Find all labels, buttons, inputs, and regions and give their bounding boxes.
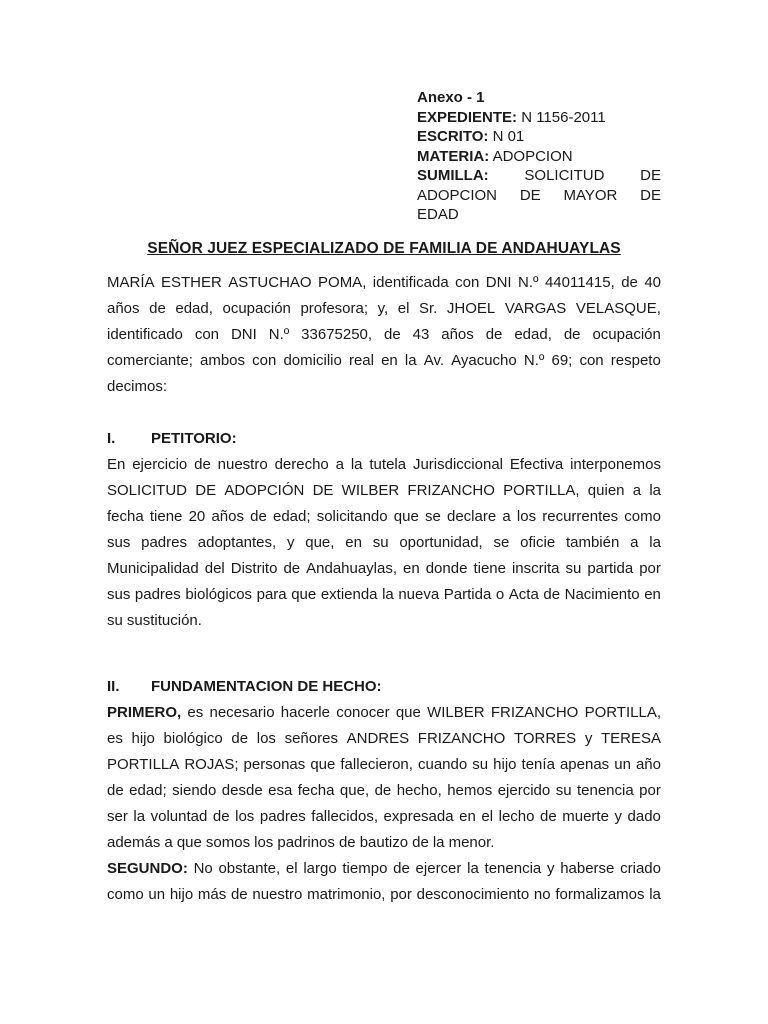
word: TORRES <box>513 730 577 747</box>
word: DNI <box>230 326 257 343</box>
word: FRIZANCHO <box>407 482 495 499</box>
word: de <box>338 834 356 851</box>
section-title: FUNDAMENTACION DE HECHO: <box>151 678 382 695</box>
word: a <box>502 508 511 525</box>
materia-row <box>417 147 661 167</box>
word: tiempo <box>342 860 388 877</box>
word: del <box>204 560 225 577</box>
word: ejercer <box>415 860 462 877</box>
word: 43 <box>412 326 430 343</box>
word: En <box>107 456 126 473</box>
word: el <box>481 808 494 825</box>
expediente-label: EXPEDIENTE: <box>417 108 518 126</box>
document-title: SEÑOR JUEZ ESPECIALIZADO DE FAMILIA DE ANDAHUAYLAS <box>147 240 621 257</box>
word: DE <box>195 482 217 499</box>
word: de <box>621 274 638 291</box>
word: ejercido <box>497 782 551 799</box>
primero-line <box>107 778 661 804</box>
word: la <box>133 808 146 825</box>
word: y, <box>377 300 389 317</box>
word: partida <box>587 560 634 577</box>
word: 44011415, <box>544 274 615 291</box>
word: a <box>164 834 173 851</box>
word: No <box>193 860 213 877</box>
word: 69; <box>551 352 573 369</box>
word: VARGAS <box>504 300 567 317</box>
word: con <box>579 352 604 369</box>
intro-line <box>107 322 661 348</box>
word: sustitución. <box>126 612 202 629</box>
word: para <box>256 586 287 603</box>
intro-line <box>107 374 661 400</box>
word: años <box>211 508 244 525</box>
word: voluntad <box>150 808 208 825</box>
word: PORTILLA, <box>584 704 661 721</box>
word: real <box>348 352 374 369</box>
word: de <box>563 326 581 343</box>
word: edad, <box>514 326 552 343</box>
word: más <box>197 886 227 903</box>
expediente-value: N 1156-2011 <box>521 108 606 126</box>
word: lecho <box>498 808 535 825</box>
word: se <box>424 508 441 525</box>
word: la <box>649 482 661 499</box>
word: los <box>516 508 537 525</box>
word: sus <box>107 586 131 603</box>
word: en <box>644 586 661 603</box>
word: oportunidad, <box>399 534 483 551</box>
word: WILBER <box>427 704 485 721</box>
word: matrimonio, <box>307 886 386 903</box>
word: desde <box>221 782 263 799</box>
word: N.º <box>268 326 290 343</box>
word: FRIZANCHO <box>417 730 506 747</box>
materia-label: MATERIA: <box>417 147 490 165</box>
petitorio-line <box>107 556 661 582</box>
word: con <box>194 326 220 343</box>
word: y <box>546 860 555 877</box>
word: 40 <box>644 274 661 291</box>
word: quien <box>587 482 625 499</box>
word: ocupación <box>592 326 661 343</box>
word: la <box>350 456 363 473</box>
word: los <box>254 834 274 851</box>
word: Acta <box>508 586 539 603</box>
word: SOLICITUD <box>107 482 188 499</box>
intro-line <box>107 270 661 296</box>
word: de <box>540 808 557 825</box>
word: formalizamos <box>555 886 645 903</box>
word: criado <box>620 860 661 877</box>
word: ROJAS; <box>184 756 239 773</box>
word: o <box>495 586 505 603</box>
sumilla-word: ADOPCION <box>417 186 498 204</box>
word: ANDRES <box>346 730 410 747</box>
word: Jurisdiccional <box>412 456 503 473</box>
word: esa <box>268 782 293 799</box>
word: en <box>345 534 362 551</box>
sumilla-row-2 <box>417 186 661 206</box>
word: su <box>555 782 572 799</box>
petitorio-line <box>107 452 661 478</box>
word: oficie <box>520 534 556 551</box>
word: nueva <box>398 586 440 603</box>
materia-value: ADOPCION <box>492 147 573 165</box>
petitorio-paragraph <box>107 452 661 634</box>
word: tiene <box>149 508 183 525</box>
word: la <box>467 860 479 877</box>
word: como <box>107 886 144 903</box>
word: tenencia <box>484 860 542 877</box>
sumilla-word: DE <box>519 186 541 204</box>
word: identificada <box>372 274 449 291</box>
word: recurrentes <box>542 508 619 525</box>
word: padres <box>141 534 187 551</box>
word: solicitando <box>316 508 388 525</box>
word: nuestro <box>252 886 303 903</box>
word: identificado <box>107 326 183 343</box>
word: ADOPCIÓN <box>224 482 305 499</box>
word: adoptantes, <box>197 534 277 551</box>
sumilla-row-3 <box>417 205 661 225</box>
word: a <box>632 482 642 499</box>
word: y <box>286 534 295 551</box>
word: la <box>649 886 661 903</box>
word: obstante, <box>218 860 281 877</box>
segundo-label: SEGUNDO: <box>107 860 188 877</box>
word: extienda <box>320 586 378 603</box>
word: JHOEL <box>446 300 496 317</box>
primero-line <box>107 830 661 856</box>
word: menor. <box>448 834 495 851</box>
section-title: PETITORIO: <box>151 430 237 447</box>
word: WILBER <box>341 482 400 499</box>
sumilla-word: DE <box>640 167 661 184</box>
escrito-label: ESCRITO: <box>417 128 489 145</box>
word: profesora; <box>300 300 369 317</box>
word: padres <box>134 586 181 603</box>
word: que <box>393 508 419 525</box>
word: los <box>256 730 276 747</box>
word: con <box>455 274 480 291</box>
word: tenencia <box>576 782 634 799</box>
section-number: I. <box>107 430 116 447</box>
word: biológico <box>163 730 223 747</box>
word: derecho <box>274 456 329 473</box>
word: la <box>404 352 417 369</box>
word: en <box>403 560 420 577</box>
word: hijo <box>169 886 194 903</box>
fundamentacion-paragraph <box>107 700 661 908</box>
word: que <box>395 704 421 721</box>
word: que <box>176 834 202 851</box>
word: por <box>639 782 661 799</box>
word: POMA, <box>318 274 367 291</box>
word: que, <box>339 782 370 799</box>
word: dado <box>627 808 661 825</box>
word: a <box>335 456 344 473</box>
word: sus <box>107 534 131 551</box>
petitorio-line <box>107 504 661 530</box>
word: a <box>630 534 639 551</box>
word: en <box>381 352 398 369</box>
word: de <box>230 886 248 903</box>
word: edad, <box>175 300 213 317</box>
petitorio-line <box>107 608 661 634</box>
word: hijo <box>493 756 517 773</box>
word: Av. <box>423 352 445 369</box>
word: decimos: <box>107 378 168 395</box>
word: hacerle <box>280 704 330 721</box>
case-header <box>417 88 661 225</box>
word: hemos <box>447 782 493 799</box>
sumilla-label: SUMILLA: <box>417 167 489 184</box>
intro-line <box>107 348 661 374</box>
word: necesario <box>209 704 275 721</box>
word: es <box>107 730 123 747</box>
escrito-value: N 01 <box>492 128 525 145</box>
primero-label: PRIMERO, <box>107 704 182 721</box>
word: donde <box>425 560 468 577</box>
word: respeto <box>610 352 661 369</box>
word: de <box>212 808 230 825</box>
word: conocer <box>336 704 390 721</box>
word: y <box>584 730 593 747</box>
word: de <box>485 326 503 343</box>
word: 33675250, <box>301 326 373 343</box>
word: expresada <box>383 808 454 825</box>
word: de <box>231 730 249 747</box>
word: Municipalidad <box>107 560 199 577</box>
word: de <box>149 300 166 317</box>
anexo-label: Anexo - 1 <box>417 89 485 106</box>
word: hecho, <box>396 782 442 799</box>
sumilla-word: DE <box>640 186 661 204</box>
word: como <box>624 508 661 525</box>
word: además <box>107 834 161 851</box>
word: haberse <box>560 860 615 877</box>
word: que <box>291 586 317 603</box>
word: un <box>148 886 166 903</box>
word: que <box>310 756 336 773</box>
escrito-row <box>417 127 661 147</box>
word: año <box>635 756 661 773</box>
word: por <box>390 886 412 903</box>
word: de <box>107 782 124 799</box>
word: Nacimiento <box>564 586 640 603</box>
word: siendo <box>172 782 217 799</box>
word: de <box>250 508 267 525</box>
word: DE <box>312 482 334 499</box>
word: el <box>397 300 410 317</box>
word: es <box>187 704 204 721</box>
word: edad; <box>129 782 167 799</box>
word: se <box>493 534 510 551</box>
sumilla-word: SOLICITUD <box>524 167 605 184</box>
word: tutela <box>369 456 407 473</box>
primero-line <box>107 726 661 752</box>
word: la <box>432 834 445 851</box>
word: nuestro <box>217 456 268 473</box>
word: TERESA <box>600 730 661 747</box>
word: los <box>235 808 255 825</box>
word: que, <box>305 534 335 551</box>
section-fundamentacion-heading <box>107 674 382 700</box>
word: por <box>639 560 661 577</box>
word: ambos <box>200 352 246 369</box>
primero-first-line <box>107 700 661 726</box>
sumilla-word: EDAD <box>417 206 459 223</box>
petitorio-line <box>107 478 661 504</box>
word: largo <box>303 860 337 877</box>
word: también <box>565 534 620 551</box>
word: MARÍA <box>107 274 155 291</box>
word: 20 <box>188 508 206 525</box>
petitorio-line <box>107 530 661 556</box>
word: bautizo <box>359 834 409 851</box>
word: somos <box>205 834 251 851</box>
word: la <box>649 534 661 551</box>
word: personas <box>243 756 306 773</box>
word: biológicos <box>185 586 253 603</box>
word: inscrita <box>511 560 560 577</box>
word: edad; <box>273 508 311 525</box>
word: el <box>285 860 298 877</box>
word: de <box>374 782 392 799</box>
word: interponemos <box>570 456 661 473</box>
word: en <box>459 808 476 825</box>
word: años <box>107 300 140 317</box>
word: y <box>614 808 622 825</box>
expediente-row <box>417 108 661 128</box>
word: de <box>384 326 401 343</box>
word: su <box>107 612 123 629</box>
intro-paragraph <box>107 270 661 400</box>
word: desconocimiento <box>416 886 530 903</box>
word: con <box>252 352 277 369</box>
word: la <box>382 586 394 603</box>
word: Distrito <box>230 560 278 577</box>
word: ser <box>107 808 128 825</box>
word: fallecieron, <box>340 756 413 773</box>
section-number: II. <box>107 678 120 695</box>
word: un <box>614 756 631 773</box>
word: ESTHER <box>160 274 222 291</box>
word: Efectiva <box>509 456 564 473</box>
word: VELASQUE, <box>575 300 661 317</box>
sumilla-row-1 <box>417 166 661 186</box>
intro-line <box>107 296 661 322</box>
word: N.º <box>523 352 545 369</box>
word: años <box>441 326 474 343</box>
word: su <box>472 756 489 773</box>
word: de <box>412 834 429 851</box>
section-petitorio-heading <box>107 426 237 452</box>
primero-line <box>107 752 661 778</box>
segundo-first-line <box>107 856 661 882</box>
petitorio-line <box>107 582 661 608</box>
sumilla-word: MAYOR <box>563 186 618 204</box>
word: apenas <box>559 756 610 773</box>
word: ejercicio <box>132 456 188 473</box>
word: tenía <box>521 756 555 773</box>
word: de <box>194 456 211 473</box>
word: Andahuaylas, <box>306 560 398 577</box>
word: fecha <box>107 508 144 525</box>
word: FRIZANCHO <box>490 704 579 721</box>
word: N.º <box>518 274 539 291</box>
word: fecha <box>297 782 335 799</box>
word: su <box>565 560 582 577</box>
word: ASTUCHAO <box>228 274 312 291</box>
word: DNI <box>485 274 512 291</box>
word: hijo <box>131 730 155 747</box>
primero-line <box>107 804 661 830</box>
word: padrinos <box>277 834 335 851</box>
word: declare <box>447 508 497 525</box>
word: Partida <box>443 586 492 603</box>
word: de <box>393 860 410 877</box>
word: ocupación <box>222 300 291 317</box>
word: comerciante; <box>107 352 193 369</box>
segundo-line <box>107 882 661 908</box>
word: Ayacucho <box>451 352 517 369</box>
word: fallecidos, <box>311 808 378 825</box>
word: señores <box>284 730 338 747</box>
word: de <box>283 560 301 577</box>
word: muerte <box>562 808 609 825</box>
word: su <box>372 534 389 551</box>
word: padres <box>259 808 306 825</box>
word: tiene <box>473 560 506 577</box>
word: PORTILLA <box>107 756 180 773</box>
word: PORTILLA, <box>503 482 580 499</box>
word: no <box>533 886 551 903</box>
word: cuando <box>417 756 468 773</box>
word: domicilio <box>283 352 342 369</box>
word: Sr. <box>419 300 438 317</box>
word: de <box>543 586 561 603</box>
